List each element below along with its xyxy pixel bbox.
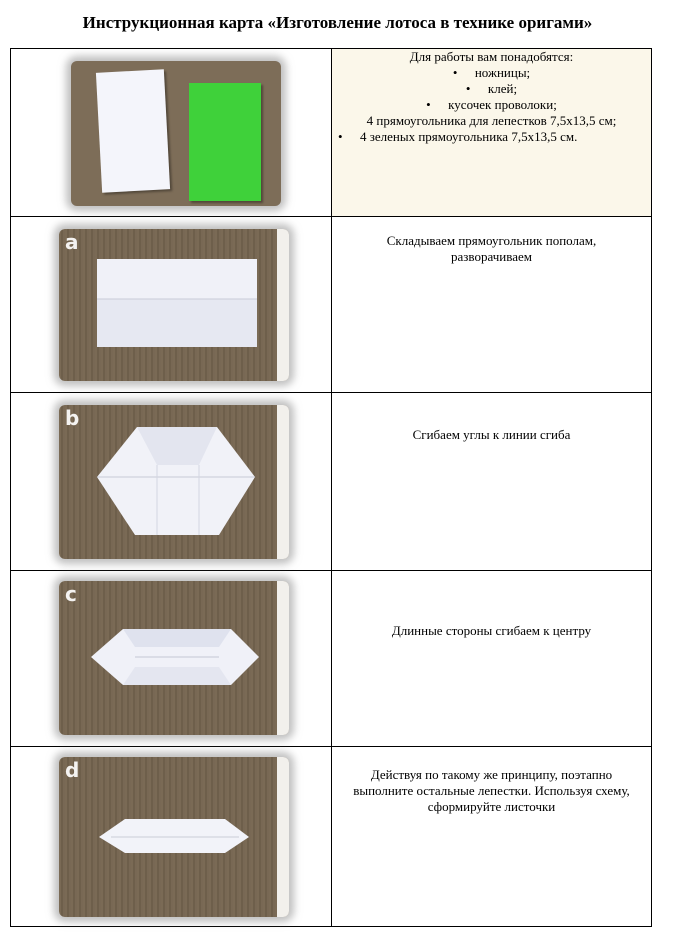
step-text: Складываем прямоугольник пополам, разворачиваем: [386, 233, 597, 264]
materials-line: 4 прямоугольника для лепестков 7,5х13,5 см;: [366, 113, 617, 128]
step-row: [11, 217, 652, 393]
materials-item: • клей;: [332, 81, 651, 97]
materials-item: • 4 зеленых прямоугольника 7,5х13,5 см.: [332, 129, 651, 145]
materials-item: • кусочек проволоки;: [332, 97, 651, 113]
step-d-photo: [59, 757, 289, 917]
step-text-cell: [332, 217, 652, 393]
step-text-cell: [332, 747, 652, 927]
step-letter: a: [65, 230, 79, 254]
step-letter: c: [65, 582, 77, 606]
step-row: [11, 747, 652, 927]
folded-long-hexagon: [59, 581, 289, 735]
page-title: Инструкционная карта «Изготовление лотоса в технике оригами»: [82, 13, 593, 32]
step-photo-cell: [11, 393, 332, 571]
materials-heading: Для работы вам понадобятся:: [409, 49, 574, 64]
step-letter: d: [65, 758, 80, 782]
instruction-table: [10, 48, 652, 927]
step-letter: b: [65, 406, 80, 430]
step-text-cell: [332, 393, 652, 571]
materials-photo: [71, 61, 281, 206]
step-text: Длинные стороны сгибаем к центру: [391, 623, 592, 638]
materials-item: • ножницы;: [332, 65, 651, 81]
step-c-photo: [59, 581, 289, 735]
materials-text-cell: [332, 49, 652, 217]
step-photo-cell: [11, 571, 332, 747]
step-text: Сгибаем углы к линии сгиба: [412, 427, 571, 442]
folded-rectangle: [59, 229, 289, 381]
step-photo-cell: [11, 217, 332, 393]
green-paper-stack: [189, 83, 261, 201]
folded-hexagon: [59, 405, 289, 559]
white-paper-stack: [96, 69, 170, 192]
step-b-photo: [59, 405, 289, 559]
step-a-photo: [59, 229, 289, 381]
step-text-cell: [332, 571, 652, 747]
step-row: [11, 393, 652, 571]
folded-narrow-hexagon: [59, 757, 289, 917]
step-row: [11, 571, 652, 747]
step-text: Действуя по такому же принципу, поэтапно выполните остальные лепестки. Используя схему, сформируйте листочки: [353, 767, 630, 814]
step-photo-cell: [11, 747, 332, 927]
materials-photo-cell: [11, 49, 332, 217]
materials-row: [11, 49, 652, 217]
